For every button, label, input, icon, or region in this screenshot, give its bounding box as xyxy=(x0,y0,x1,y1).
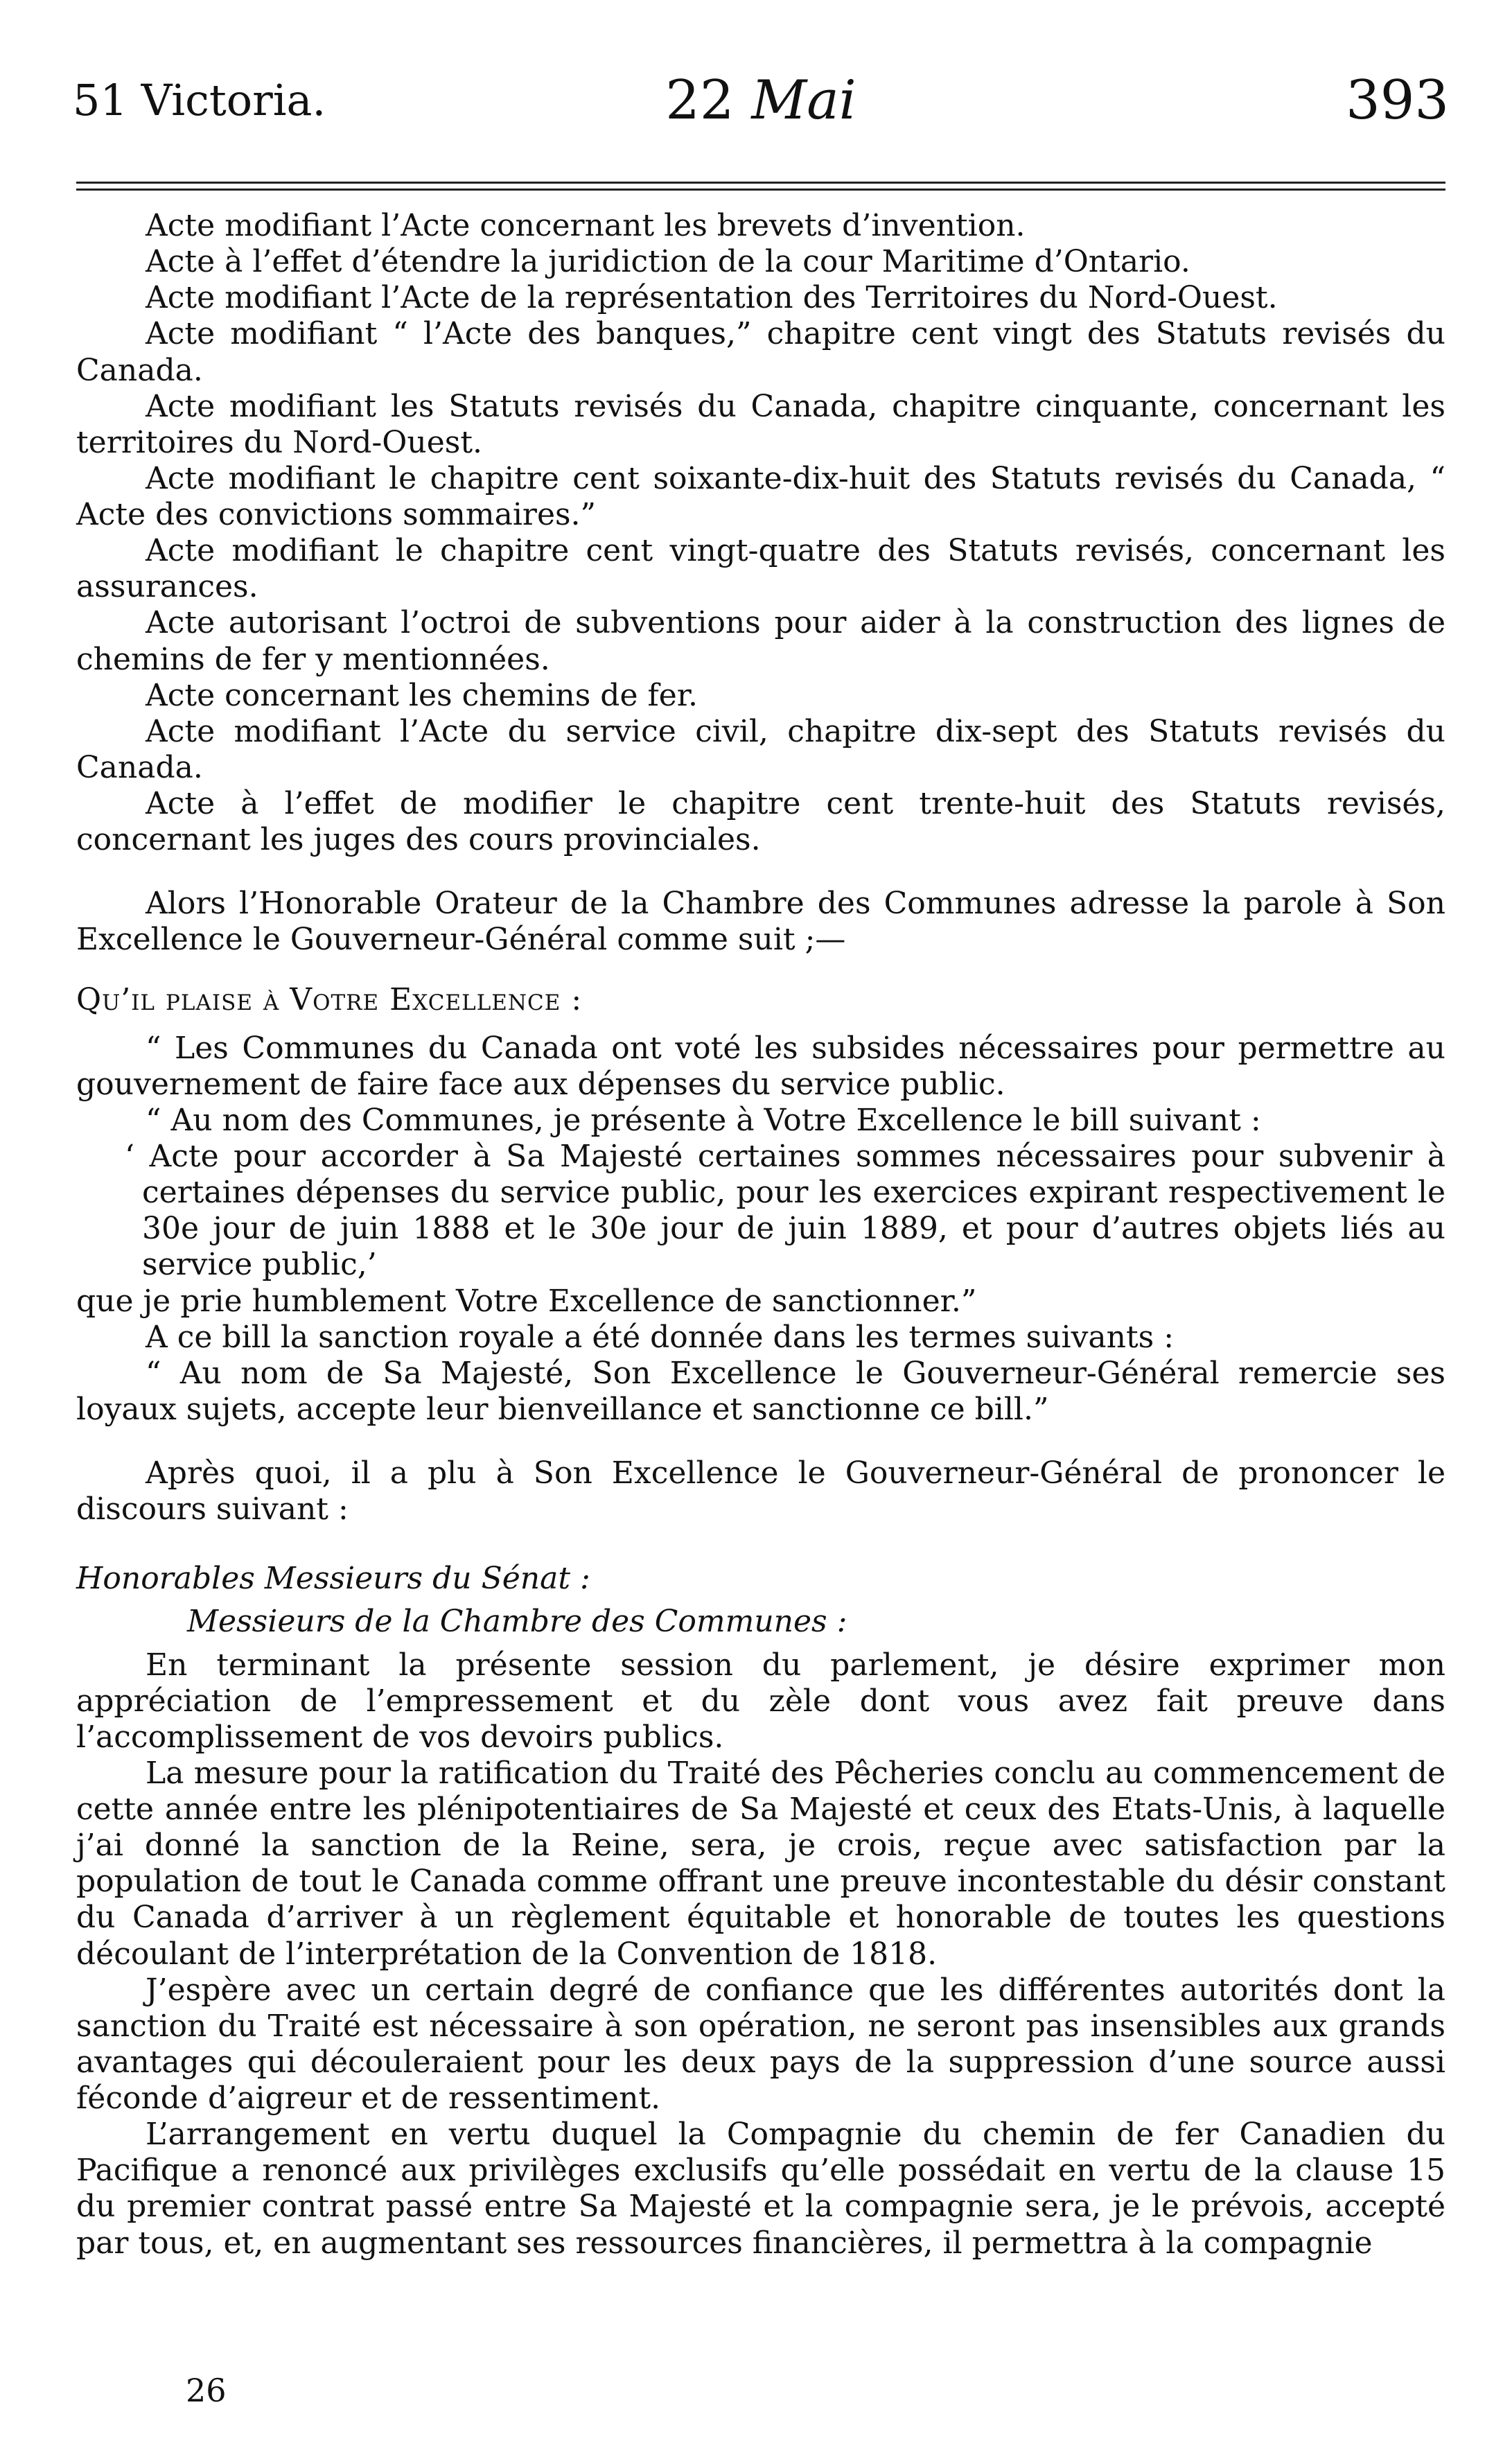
sanction-thanks: “ Au nom de Sa Majesté, Son Excellence le Gouverneur-Général remercie ses loyaux sujets, accepte leur bienveillance et sanctionne ce bill.” xyxy=(76,1355,1445,1427)
act-item: Acte à l’effet d’étendre la juridiction de la cour Maritime d’Ontario. xyxy=(146,244,1190,280)
act-item: Acte modifiant l’Acte du service civil, chapitre dix-sept des Statuts revisés du Canada. xyxy=(76,713,1445,785)
speaker-intro: Alors l’Honorable Orateur de la Chambre des Communes adresse la parole à Son Excellence le Gouverneur-Général comme suit ;— xyxy=(76,886,1445,958)
date-day: 22 xyxy=(665,69,735,132)
date-month: Mai xyxy=(751,69,856,132)
header-rule-bottom xyxy=(76,189,1445,191)
signature-mark: 26 xyxy=(186,2372,227,2409)
speech-paragraph: En terminant la présente session du parlement, je désire exprimer mon appréciation de l’empressement et du zèle dont vous avez fait preuve dans l’accomplissement de vos devoirs publics. xyxy=(76,1647,1445,1755)
speech-paragraph: La mesure pour la ratification du Traité des Pêcheries conclu au commencement de cette année entre les plénipotentiaires de Sa Majesté et ceux des Etats-Unis, à laquelle j’ai donné la sanction de la Reine, sera, je crois, reçue avec satisfaction par la population de tout le Canada comme offrant une preuve incontestable du désir constant du Canada d’arriver à un règlement équitable et honorable de toutes les questions découlant de l’interprétation de la Convention de 1818. xyxy=(76,1755,1445,1972)
address-paragraph: “ Les Communes du Canada ont voté les subsides nécessaires pour permettre au gouvernement de faire face aux dépenses du service public. xyxy=(76,1030,1445,1102)
speech-paragraph: J’espère avec un certain degré de confiance que les différentes autorités dont la sanction du Traité est nécessaire à son opération, ne seront pas insensibles aux grands avantages qui découleraient pour les deux pays de la suppression d’une source aussi féconde d’aigreur et de ressentiment. xyxy=(76,1972,1445,2116)
act-item: Acte modifiant les Statuts revisés du Canada, chapitre cinquante, concernant les territoires du Nord-Ouest. xyxy=(76,388,1445,460)
regnal-year: 51 Victoria. xyxy=(73,75,326,125)
address-paragraph: “ Au nom des Communes, je présente à Votre Excellence le bill suivant : xyxy=(146,1102,1261,1138)
address-closing: que je prie humblement Votre Excellence de sanctionner.” xyxy=(76,1283,977,1319)
page-number: 393 xyxy=(1346,69,1449,132)
act-item: Acte modifiant l’Acte concernant les brevets d’invention. xyxy=(146,208,1026,243)
page-body xyxy=(76,208,1445,2261)
page-date xyxy=(73,69,1449,132)
act-item: Acte modifiant le chapitre cent soixante-dix-huit des Statuts revisés du Canada, “ Acte des convictions sommaires.” xyxy=(76,460,1445,532)
act-item: Acte autorisant l’octroi de subventions pour aider à la construction des lignes de chemins de fer y mentionnées. xyxy=(76,605,1445,677)
discourse-intro: Après quoi, il a plu à Son Excellence le Gouverneur-Général de prononcer le discours suivant : xyxy=(76,1455,1445,1528)
act-item: Acte concernant les chemins de fer. xyxy=(146,677,698,713)
page-header xyxy=(73,69,1449,146)
address-heading: Qu’il plaise à Votre Excellence : xyxy=(76,981,583,1017)
act-item: Acte modifiant le chapitre cent vingt-quatre des Statuts revisés, concernant les assurances. xyxy=(76,533,1445,605)
header-rule-top xyxy=(76,182,1445,184)
act-item: Acte à l’effet de modifier le chapitre cent trente-huit des Statuts revisés, concernant les juges des cours provinciales. xyxy=(76,786,1445,858)
bill-title: ‘ Acte pour accorder à Sa Majesté certaines sommes nécessaires pour subvenir à certaines dépenses du service public, pour les exercices expirant respectivement le 30e jour de juin 1888 et le 30e jour de juin 1889, et pour d’autres objets liés au service public,’ xyxy=(125,1139,1445,1283)
salutation-senate: Honorables Messieurs du Sénat : xyxy=(76,1561,590,1597)
salutation-commons: Messieurs de la Chambre des Communes : xyxy=(187,1604,847,1640)
act-item: Acte modifiant l’Acte de la représentation des Territoires du Nord-Ouest. xyxy=(146,280,1278,316)
sanction-statement: A ce bill la sanction royale a été donnée dans les termes suivants : xyxy=(146,1319,1175,1355)
act-item: Acte modifiant “ l’Acte des banques,” chapitre cent vingt des Statuts revisés du Canada. xyxy=(76,316,1445,388)
speech-paragraph: L’arrangement en vertu duquel la Compagnie du chemin de fer Canadien du Pacifique a renoncé aux privilèges exclusifs qu’elle possédait en vertu de la clause 15 du premier contrat passé entre Sa Majesté et la compagnie sera, je le prévois, accepté par tous, et, en augmentant ses ressources financières, il permettra à la compagnie xyxy=(76,2117,1445,2261)
